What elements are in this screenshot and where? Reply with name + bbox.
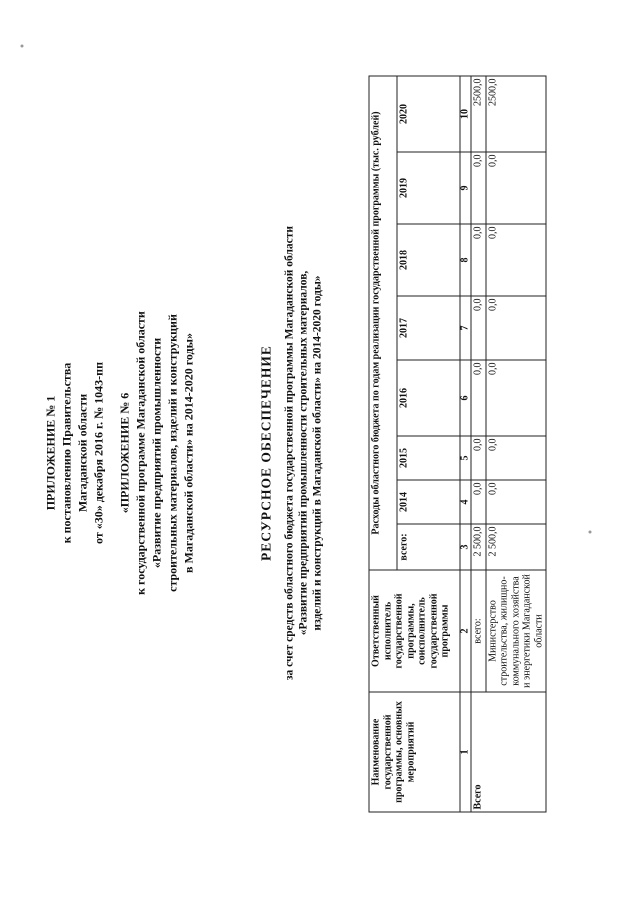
appendix-6-line: к государственной программе Магаданской области (133, 310, 147, 595)
header-year: 2015 (397, 436, 460, 480)
row-value: 2 500,0 (485, 524, 546, 570)
appendix-1-line: к постановлению Правительства (59, 362, 73, 543)
row-executor: Министерство строительства, жилищно-коммунального хозяйства и энергетики Магаданской области (485, 570, 546, 692)
column-number: 8 (460, 224, 471, 296)
row-value: 2 500,0 (471, 524, 486, 570)
appendix-6-line: строительных материалов, изделий и конструкций (165, 313, 179, 592)
header-year: 2017 (397, 296, 460, 360)
header-executor: Ответственный исполнитель государственной программы, соисполнитель государственной программы (369, 570, 460, 692)
header-year: 2014 (397, 480, 460, 524)
appendix-1-title: ПРИЛОЖЕНИЕ № 1 (43, 395, 57, 510)
header-year: 2018 (397, 224, 460, 296)
header-total: всего: (397, 524, 460, 570)
header-program-name: Наименование государственной программы, основных мероприятий (369, 692, 460, 812)
scan-speck (20, 44, 23, 47)
header-year: 2016 (397, 360, 460, 436)
row-value: 0,0 (471, 360, 486, 436)
row-value: 2500,0 (485, 76, 546, 152)
row-executor: всего: (471, 570, 486, 692)
appendix-1-line: Магаданской области (75, 393, 89, 512)
subtitle-line: изделий и конструкций в Магаданской области» на 2014-2020 годы» (311, 274, 323, 631)
row-value: 0,0 (471, 480, 486, 524)
scan-speck (588, 530, 591, 533)
column-number: 3 (460, 524, 471, 570)
appendix-1-block (42, 0, 106, 905)
appendix-6-line: в Магаданской области» на 2014-2020 годы» (181, 332, 195, 573)
column-number-row (460, 76, 471, 812)
row-program-name: Всего (471, 692, 546, 812)
row-value: 0,0 (471, 296, 486, 360)
header-expenses: Расходы областного бюджета по годам реализации государственной программы (тыс. рублей) (369, 76, 397, 570)
column-number: 1 (460, 692, 471, 812)
appendix-6-title: «ПРИЛОЖЕНИЕ № 6 (117, 392, 131, 513)
appendix-6-line: «Развитие предприятий промышленности (149, 337, 163, 568)
document-title: РЕСУРСНОЕ ОБЕСПЕЧЕНИЕ (258, 344, 273, 561)
row-value: 0,0 (471, 436, 486, 480)
row-value: 0,0 (485, 360, 546, 436)
row-value: 0,0 (485, 224, 546, 296)
row-value: 0,0 (485, 152, 546, 224)
header-year: 2019 (397, 152, 460, 224)
table-row (471, 76, 486, 812)
row-value: 0,0 (485, 296, 546, 360)
column-number: 7 (460, 296, 471, 360)
appendix-6-block (116, 0, 196, 905)
header-year: 2020 (397, 76, 460, 152)
subtitle-line: «Развитие предприятий промышленности строительных материалов, (297, 270, 309, 635)
column-number: 9 (460, 152, 471, 224)
row-value: 0,0 (471, 224, 486, 296)
column-number: 2 (460, 570, 471, 692)
column-number: 4 (460, 480, 471, 524)
document-subtitle (282, 0, 324, 905)
column-number: 10 (460, 76, 471, 152)
row-value: 0,0 (485, 480, 546, 524)
row-value: 2500,0 (471, 76, 486, 152)
resource-table (368, 75, 546, 812)
subtitle-line: за счет средств областного бюджета государственной программы Магаданской области (283, 225, 295, 680)
row-value: 0,0 (471, 152, 486, 224)
column-number: 5 (460, 436, 471, 480)
column-number: 6 (460, 360, 471, 436)
row-value: 0,0 (485, 436, 546, 480)
appendix-1-date-number: от «30» декабря 2016 г. № 1043-пп (91, 361, 105, 544)
